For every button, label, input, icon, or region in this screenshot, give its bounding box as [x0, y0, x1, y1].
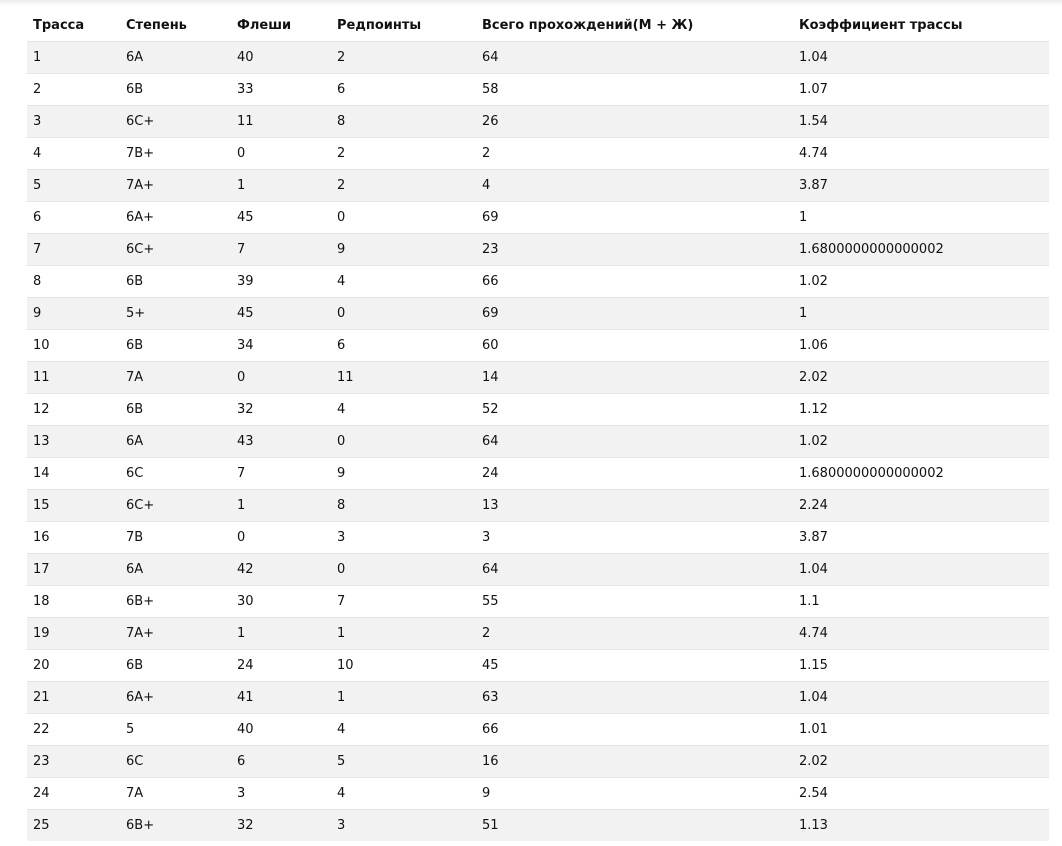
- cell-grade: 6C+: [120, 490, 231, 522]
- cell-total-ascents: 3: [476, 522, 793, 554]
- cell-coefficient: 1: [793, 298, 1049, 330]
- cell-coefficient: 1.1: [793, 586, 1049, 618]
- cell-route: 25: [27, 810, 120, 842]
- cell-flashes: 40: [231, 714, 331, 746]
- cell-flashes: 6: [231, 746, 331, 778]
- cell-redpoints: 7: [331, 586, 476, 618]
- cell-grade: 6B: [120, 330, 231, 362]
- cell-flashes: 7: [231, 234, 331, 266]
- cell-redpoints: 0: [331, 202, 476, 234]
- cell-coefficient: 1.6800000000000002: [793, 458, 1049, 490]
- cell-flashes: 40: [231, 42, 331, 74]
- cell-total-ascents: 24: [476, 458, 793, 490]
- cell-coefficient: 1.07: [793, 74, 1049, 106]
- cell-flashes: 32: [231, 810, 331, 842]
- cell-total-ascents: 2: [476, 138, 793, 170]
- cell-coefficient: 1.04: [793, 42, 1049, 74]
- cell-route: 3: [27, 106, 120, 138]
- table-row: [27, 394, 1049, 426]
- cell-coefficient: 1.04: [793, 554, 1049, 586]
- cell-flashes: 39: [231, 266, 331, 298]
- cell-coefficient: 2.02: [793, 362, 1049, 394]
- column-header-grade[interactable]: Степень: [120, 10, 231, 42]
- cell-flashes: 0: [231, 522, 331, 554]
- column-header-route-coefficient[interactable]: Коэффициент трассы: [793, 10, 1049, 42]
- cell-flashes: 3: [231, 778, 331, 810]
- cell-redpoints: 1: [331, 682, 476, 714]
- cell-route: 23: [27, 746, 120, 778]
- cell-flashes: 0: [231, 138, 331, 170]
- cell-redpoints: 2: [331, 138, 476, 170]
- cell-grade: 7B+: [120, 138, 231, 170]
- cell-grade: 6B: [120, 650, 231, 682]
- cell-route: 14: [27, 458, 120, 490]
- cell-grade: 6B+: [120, 586, 231, 618]
- table-row: [27, 458, 1049, 490]
- cell-grade: 6A: [120, 554, 231, 586]
- cell-route: 20: [27, 650, 120, 682]
- cell-total-ascents: 69: [476, 298, 793, 330]
- cell-total-ascents: 23: [476, 234, 793, 266]
- cell-redpoints: 4: [331, 266, 476, 298]
- table-row: [27, 810, 1049, 842]
- cell-grade: 6A+: [120, 682, 231, 714]
- table-row: [27, 586, 1049, 618]
- cell-grade: 6A: [120, 42, 231, 74]
- cell-total-ascents: 64: [476, 554, 793, 586]
- table-row: [27, 746, 1049, 778]
- cell-flashes: 1: [231, 618, 331, 650]
- cell-redpoints: 8: [331, 490, 476, 522]
- cell-total-ascents: 69: [476, 202, 793, 234]
- cell-redpoints: 10: [331, 650, 476, 682]
- cell-grade: 7A: [120, 362, 231, 394]
- table-row: [27, 74, 1049, 106]
- cell-flashes: 41: [231, 682, 331, 714]
- cell-route: 24: [27, 778, 120, 810]
- table-row: [27, 138, 1049, 170]
- cell-route: 17: [27, 554, 120, 586]
- cell-route: 6: [27, 202, 120, 234]
- column-header-total-ascents[interactable]: Всего прохождений(М + Ж): [476, 10, 793, 42]
- cell-coefficient: 4.74: [793, 138, 1049, 170]
- cell-coefficient: 1.02: [793, 426, 1049, 458]
- table-row: [27, 298, 1049, 330]
- cell-total-ascents: 26: [476, 106, 793, 138]
- top-edge-shadow: [0, 0, 1062, 6]
- cell-route: 1: [27, 42, 120, 74]
- cell-route: 12: [27, 394, 120, 426]
- cell-coefficient: 3.87: [793, 170, 1049, 202]
- cell-flashes: 1: [231, 170, 331, 202]
- cell-redpoints: 3: [331, 810, 476, 842]
- cell-redpoints: 6: [331, 330, 476, 362]
- cell-route: 13: [27, 426, 120, 458]
- cell-redpoints: 0: [331, 298, 476, 330]
- cell-route: 4: [27, 138, 120, 170]
- cell-total-ascents: 4: [476, 170, 793, 202]
- cell-flashes: 30: [231, 586, 331, 618]
- cell-total-ascents: 2: [476, 618, 793, 650]
- table-row: [27, 202, 1049, 234]
- cell-coefficient: 1.04: [793, 682, 1049, 714]
- cell-flashes: 43: [231, 426, 331, 458]
- cell-coefficient: 1.6800000000000002: [793, 234, 1049, 266]
- table-row: [27, 682, 1049, 714]
- table-header: [27, 10, 1049, 42]
- cell-flashes: 45: [231, 202, 331, 234]
- cell-grade: 7A+: [120, 618, 231, 650]
- table-row: [27, 490, 1049, 522]
- cell-route: 8: [27, 266, 120, 298]
- column-header-route[interactable]: Трасса: [27, 10, 120, 42]
- routes-table: [27, 10, 1049, 841]
- cell-coefficient: 3.87: [793, 522, 1049, 554]
- table-row: [27, 554, 1049, 586]
- table-body: [27, 42, 1049, 842]
- cell-flashes: 32: [231, 394, 331, 426]
- column-header-flashes[interactable]: Флеши: [231, 10, 331, 42]
- cell-flashes: 7: [231, 458, 331, 490]
- cell-flashes: 0: [231, 362, 331, 394]
- cell-total-ascents: 60: [476, 330, 793, 362]
- cell-coefficient: 1.06: [793, 330, 1049, 362]
- cell-total-ascents: 55: [476, 586, 793, 618]
- cell-coefficient: 2.02: [793, 746, 1049, 778]
- table-row: [27, 618, 1049, 650]
- table-row: [27, 426, 1049, 458]
- cell-coefficient: 1.54: [793, 106, 1049, 138]
- cell-route: 5: [27, 170, 120, 202]
- table-row: [27, 778, 1049, 810]
- cell-coefficient: 1.01: [793, 714, 1049, 746]
- cell-grade: 6A+: [120, 202, 231, 234]
- table-row: [27, 106, 1049, 138]
- cell-flashes: 45: [231, 298, 331, 330]
- cell-redpoints: 2: [331, 42, 476, 74]
- table-row: [27, 650, 1049, 682]
- cell-redpoints: 4: [331, 394, 476, 426]
- cell-route: 11: [27, 362, 120, 394]
- cell-route: 9: [27, 298, 120, 330]
- cell-flashes: 11: [231, 106, 331, 138]
- cell-flashes: 42: [231, 554, 331, 586]
- cell-flashes: 24: [231, 650, 331, 682]
- cell-grade: 6C+: [120, 234, 231, 266]
- table-row: [27, 170, 1049, 202]
- table-row: [27, 266, 1049, 298]
- column-header-redpoints[interactable]: Редпоинты: [331, 10, 476, 42]
- cell-route: 7: [27, 234, 120, 266]
- table-row: [27, 522, 1049, 554]
- cell-total-ascents: 52: [476, 394, 793, 426]
- cell-coefficient: 1.02: [793, 266, 1049, 298]
- cell-grade: 6C: [120, 458, 231, 490]
- cell-total-ascents: 66: [476, 266, 793, 298]
- cell-total-ascents: 64: [476, 426, 793, 458]
- cell-redpoints: 9: [331, 458, 476, 490]
- cell-coefficient: 2.54: [793, 778, 1049, 810]
- cell-redpoints: 3: [331, 522, 476, 554]
- table-row: [27, 42, 1049, 74]
- cell-total-ascents: 14: [476, 362, 793, 394]
- cell-total-ascents: 63: [476, 682, 793, 714]
- cell-coefficient: 1.13: [793, 810, 1049, 842]
- cell-redpoints: 1: [331, 618, 476, 650]
- cell-total-ascents: 64: [476, 42, 793, 74]
- cell-route: 21: [27, 682, 120, 714]
- cell-redpoints: 0: [331, 426, 476, 458]
- cell-coefficient: 1.15: [793, 650, 1049, 682]
- cell-flashes: 33: [231, 74, 331, 106]
- cell-route: 18: [27, 586, 120, 618]
- cell-redpoints: 4: [331, 714, 476, 746]
- cell-grade: 5+: [120, 298, 231, 330]
- cell-route: 10: [27, 330, 120, 362]
- table-row: [27, 362, 1049, 394]
- cell-redpoints: 9: [331, 234, 476, 266]
- header-row: [27, 10, 1049, 42]
- cell-total-ascents: 16: [476, 746, 793, 778]
- cell-grade: 7B: [120, 522, 231, 554]
- cell-grade: 6B: [120, 74, 231, 106]
- table-row: [27, 234, 1049, 266]
- cell-grade: 6C: [120, 746, 231, 778]
- cell-redpoints: 11: [331, 362, 476, 394]
- cell-total-ascents: 51: [476, 810, 793, 842]
- cell-route: 16: [27, 522, 120, 554]
- cell-grade: 6B: [120, 266, 231, 298]
- cell-coefficient: 4.74: [793, 618, 1049, 650]
- cell-grade: 6B: [120, 394, 231, 426]
- cell-flashes: 1: [231, 490, 331, 522]
- cell-route: 15: [27, 490, 120, 522]
- cell-total-ascents: 13: [476, 490, 793, 522]
- cell-redpoints: 0: [331, 554, 476, 586]
- table-row: [27, 330, 1049, 362]
- cell-total-ascents: 9: [476, 778, 793, 810]
- cell-total-ascents: 45: [476, 650, 793, 682]
- cell-redpoints: 2: [331, 170, 476, 202]
- table-row: [27, 714, 1049, 746]
- cell-redpoints: 4: [331, 778, 476, 810]
- cell-redpoints: 8: [331, 106, 476, 138]
- cell-grade: 6B+: [120, 810, 231, 842]
- cell-grade: 7A: [120, 778, 231, 810]
- cell-flashes: 34: [231, 330, 331, 362]
- cell-coefficient: 1.12: [793, 394, 1049, 426]
- cell-route: 19: [27, 618, 120, 650]
- cell-redpoints: 5: [331, 746, 476, 778]
- cell-total-ascents: 58: [476, 74, 793, 106]
- cell-grade: 7A+: [120, 170, 231, 202]
- cell-total-ascents: 66: [476, 714, 793, 746]
- cell-redpoints: 6: [331, 74, 476, 106]
- cell-coefficient: 1: [793, 202, 1049, 234]
- cell-route: 2: [27, 74, 120, 106]
- cell-coefficient: 2.24: [793, 490, 1049, 522]
- cell-route: 22: [27, 714, 120, 746]
- cell-grade: 5: [120, 714, 231, 746]
- cell-grade: 6A: [120, 426, 231, 458]
- cell-grade: 6C+: [120, 106, 231, 138]
